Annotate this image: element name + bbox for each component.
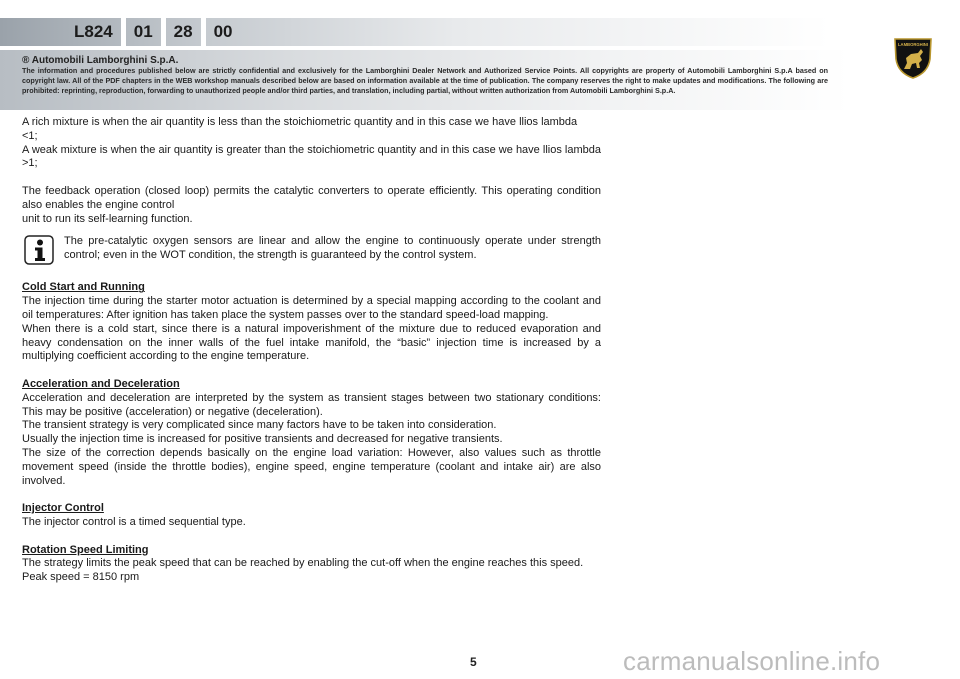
rotation-heading: Rotation Speed Limiting — [22, 543, 149, 556]
code-section: 00 — [201, 18, 241, 46]
rotation-text: The strategy limits the peak speed that can be reached by enabling the cut-off when the engine reaches this speed. — [22, 557, 584, 570]
logo-text: LAMBORGHINI — [897, 42, 929, 47]
injector-heading: Injector Control — [22, 502, 104, 515]
main-content — [22, 116, 601, 585]
code-group: 01 — [121, 18, 161, 46]
peak-speed-text: Peak speed = 8150 rpm — [22, 571, 140, 584]
info-note — [22, 235, 601, 273]
feedback-text-cont: unit to run its self-learning function. — [22, 212, 193, 225]
document-code — [66, 18, 241, 46]
acceleration-text-3: Usually the injection time is increased for positive transients and decreased for negative transients. — [22, 433, 503, 446]
rich-mixture-text-cont: <1; — [22, 129, 38, 142]
acceleration-text-4: The size of the correction depends basically on the engine load variation: However, also values such as throttle movement speed (inside the throttle bodies), engine speed, engine temperature (coolant and intake air) are also involved. — [22, 446, 601, 487]
disclaimer-title: ® Automobili Lamborghini S.p.A. — [22, 55, 179, 66]
page-number: 5 — [470, 655, 477, 669]
disclaimer — [22, 55, 828, 97]
watermark: carmanualsonline.info — [623, 646, 881, 676]
acceleration-heading: Acceleration and Deceleration — [22, 377, 180, 390]
acceleration-text-2: The transient strategy is very complicated since many factors have to be taken into consideration. — [22, 419, 497, 432]
acceleration-text: Acceleration and deceleration are interpreted by the system as transient stages between two stationary conditions: This may be positive (acceleration) or negative (deceleration). — [22, 391, 601, 418]
cold-start-text-2: When there is a cold start, since there is a natural impoverishment of the mixture due to reduced evaporation and heavy condensation on the inner walls of the fuel intake manifold, the “basic” injection time is increased by a multiplying coefficient according to the engine temperature. — [22, 322, 601, 363]
disclaimer-text: The information and procedures published below are strictly confidential and exclusively for the Lamborghini Dealer Network and Authorized Service Points. All copyrights are property of Automobili Lamborghini S.p.A based on copyright law. All of the PDF chapters in the WEB workshop manuals described below are based on information available at the time of publication. The company reserves the right to make updates and modifications. The following are prohibited: reprinting, reproduction, forwarding to unauthorized people and/or third parties, and translation, including partial, without written authorization from Automobili Lamborghini S.p.A. — [22, 66, 828, 96]
rich-mixture-text: A rich mixture is when the air quantity is less than the stoichiometric quantity and in this case we have llios lambda — [22, 116, 578, 128]
code-subgroup: 28 — [161, 18, 201, 46]
cold-start-heading: Cold Start and Running — [22, 281, 145, 294]
weak-mixture-text: A weak mixture is when the air quantity is greater than the stoichiometric quantity and in this case we have llios lambda >1; — [22, 143, 601, 170]
code-model: L824 — [74, 22, 113, 41]
injector-text: The injector control is a timed sequential type. — [22, 515, 246, 528]
feedback-text: The feedback operation (closed loop) permits the catalytic converters to operate efficiently. This operating condition also enables the engine control — [22, 184, 601, 211]
cold-start-text: The injection time during the starter motor actuation is determined by a special mapping according to the coolant and oil temperatures: After ignition has taken place the system passes over to the standard speed-load mapping. — [22, 295, 601, 321]
info-note-text: The pre-catalytic oxygen sensors are linear and allow the engine to continuously operate under strength control; even in the WOT condition, the strength is guaranteed by the control system. — [64, 235, 601, 262]
lamborghini-logo — [892, 36, 934, 80]
info-icon — [24, 235, 54, 265]
